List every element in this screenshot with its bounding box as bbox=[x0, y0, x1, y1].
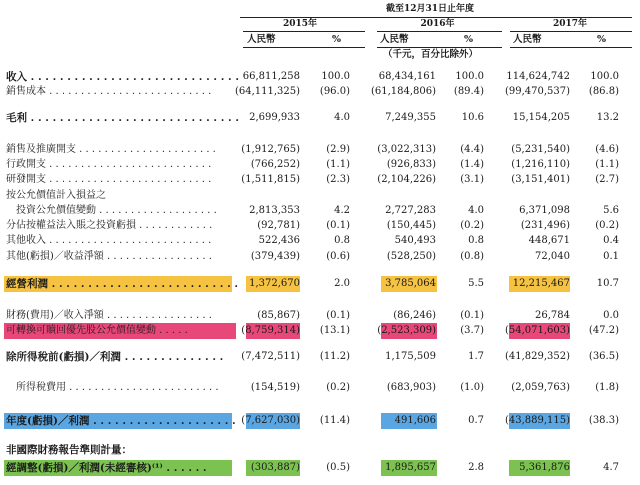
statement-row bbox=[0, 443, 640, 457]
value-pct-2017: (4.6) bbox=[595, 144, 619, 155]
value-pct-2015: (1.1) bbox=[326, 159, 350, 170]
value-pct-2015: 100.0 bbox=[321, 71, 350, 82]
value-amt-2016: (926,833) bbox=[386, 159, 436, 170]
value-pct-2016: (3.7) bbox=[460, 325, 484, 336]
value-pct-2017: (38.3) bbox=[588, 415, 619, 426]
statement-row bbox=[0, 204, 640, 218]
value-pct-2017: (0.2) bbox=[595, 220, 619, 231]
value-amt-2017: (99,470,537) bbox=[504, 86, 570, 97]
value-amt-2015: (64,111,325) bbox=[234, 86, 300, 97]
value-amt-2016: (150,445) bbox=[386, 220, 436, 231]
value-pct-2015: (96.0) bbox=[319, 86, 350, 97]
value-amt-2016: (2,523,309) bbox=[377, 325, 436, 336]
value-amt-2015: (92,781) bbox=[257, 220, 300, 231]
value-amt-2017: 114,624,742 bbox=[506, 71, 570, 82]
value-pct-2017: 0.1 bbox=[603, 251, 619, 262]
sub-rule-2015 bbox=[243, 47, 365, 48]
value-pct-2016: 2.8 bbox=[468, 462, 484, 473]
value-amt-2016: 491,606 bbox=[394, 415, 436, 426]
year-rule-2017 bbox=[510, 31, 632, 32]
value-amt-2017: (3,151,401) bbox=[511, 174, 570, 185]
value-amt-2015: (154,519) bbox=[250, 382, 300, 393]
value-amt-2017: (5,231,540) bbox=[511, 144, 570, 155]
percent-2015: % bbox=[332, 34, 342, 45]
value-amt-2015: (1,912,765) bbox=[241, 144, 300, 155]
value-pct-2015: (13.1) bbox=[319, 325, 350, 336]
value-amt-2016: 2,727,283 bbox=[385, 205, 436, 216]
value-pct-2017: 13.2 bbox=[596, 112, 619, 123]
value-pct-2015: (0.1) bbox=[326, 220, 350, 231]
row-label: 行政開支 . . . . . . . . . . . . . . . . . . . . . . . . . . bbox=[6, 159, 212, 170]
value-amt-2015: (7,472,511) bbox=[241, 351, 300, 362]
statement-row bbox=[0, 350, 640, 364]
row-label: 分佔按權益法入賬之投資虧損 . . . . . . . . . . . . bbox=[6, 220, 213, 231]
value-pct-2016: (0.1) bbox=[460, 310, 484, 321]
value-amt-2015: (8,759,314) bbox=[241, 325, 300, 336]
currency-2015: 人民幣 bbox=[247, 34, 276, 45]
value-pct-2015: (0.1) bbox=[326, 310, 350, 321]
row-label: 非國際財務報告準則計量： bbox=[6, 444, 132, 456]
year-rule-2015 bbox=[243, 31, 365, 32]
value-pct-2017: 5.6 bbox=[603, 205, 619, 216]
value-pct-2016: (0.8) bbox=[460, 251, 484, 262]
sub-rule-2016 bbox=[377, 47, 502, 48]
value-pct-2015: (2.9) bbox=[326, 144, 350, 155]
value-amt-2016: 540,493 bbox=[394, 235, 436, 246]
value-amt-2017: (43,889,115) bbox=[504, 415, 570, 426]
value-amt-2017: 448,671 bbox=[528, 235, 570, 246]
value-amt-2016: (3,022,313) bbox=[377, 144, 436, 155]
value-amt-2017: (231,496) bbox=[520, 220, 570, 231]
value-amt-2016: 1,895,657 bbox=[385, 462, 436, 473]
value-pct-2016: 5.5 bbox=[468, 278, 484, 289]
value-pct-2016: 10.6 bbox=[461, 112, 484, 123]
statement-row bbox=[0, 158, 640, 172]
value-pct-2015: (0.2) bbox=[326, 382, 350, 393]
value-amt-2015: 66,811,258 bbox=[242, 71, 300, 82]
value-pct-2015: (11.2) bbox=[319, 351, 350, 362]
value-amt-2016: 68,434,161 bbox=[378, 71, 436, 82]
row-label: 按公允價值計入損益之 bbox=[6, 190, 106, 201]
statement-row bbox=[0, 173, 640, 187]
unit-note: （千元，百分比除外） bbox=[383, 49, 479, 60]
statement-row bbox=[0, 324, 640, 338]
value-pct-2016: (1.4) bbox=[460, 159, 484, 170]
value-pct-2017: 0.0 bbox=[603, 310, 619, 321]
row-label: 研發開支 . . . . . . . . . . . . . . . . . . . . . . . . . . bbox=[6, 174, 212, 185]
sub-rule-2017 bbox=[510, 47, 632, 48]
value-pct-2016: (1.0) bbox=[460, 382, 484, 393]
statement-row bbox=[0, 234, 640, 248]
value-pct-2016: (0.2) bbox=[460, 220, 484, 231]
year-2015: 2015年 bbox=[282, 19, 318, 29]
value-amt-2015: 1,372,670 bbox=[249, 278, 300, 289]
value-amt-2015: 2,699,933 bbox=[249, 112, 300, 123]
currency-2017: 人民幣 bbox=[513, 34, 542, 45]
value-pct-2017: (1.1) bbox=[595, 159, 619, 170]
row-label: 除所得稅前(虧損)／利潤 . . . . . . . . . . . . . . bbox=[6, 351, 224, 363]
row-label: 年度(虧損)／利潤 . . . . . . . . . . . . . . . . . . . . bbox=[6, 415, 236, 427]
row-label: 銷售及推廣開支 . . . . . . . . . . . . . . . . . . . . . . bbox=[6, 144, 216, 155]
statement-row bbox=[0, 70, 640, 84]
value-pct-2016: 0.8 bbox=[468, 235, 484, 246]
percent-2017: % bbox=[597, 34, 607, 45]
value-amt-2016: (61,184,806) bbox=[370, 86, 436, 97]
value-amt-2015: (766,252) bbox=[250, 159, 300, 170]
value-amt-2017: 26,784 bbox=[535, 310, 570, 321]
value-pct-2015: 0.8 bbox=[334, 235, 350, 246]
statement-row bbox=[0, 309, 640, 323]
value-pct-2015: (11.4) bbox=[319, 415, 350, 426]
statement-row bbox=[0, 219, 640, 233]
value-pct-2017: (86.8) bbox=[588, 86, 619, 97]
value-amt-2015: (7,627,030) bbox=[241, 415, 300, 426]
value-amt-2017: 15,154,205 bbox=[512, 112, 570, 123]
value-pct-2015: 2.0 bbox=[334, 278, 350, 289]
statement-row bbox=[0, 381, 640, 395]
value-amt-2017: 5,361,876 bbox=[519, 462, 570, 473]
percent-2016: % bbox=[464, 34, 474, 45]
value-pct-2016: 100.0 bbox=[455, 71, 484, 82]
period-header: 截至12月31日止年度 bbox=[385, 4, 475, 14]
value-amt-2016: 3,785,064 bbox=[385, 278, 436, 289]
value-amt-2017: (1,216,110) bbox=[511, 159, 570, 170]
statement-row bbox=[0, 143, 640, 157]
value-amt-2016: (2,104,226) bbox=[377, 174, 436, 185]
value-amt-2015: (379,439) bbox=[250, 251, 300, 262]
row-label: 其他收入 . . . . . . . . . . . . . . . . . . . . . . . . . . bbox=[6, 235, 212, 246]
row-label: 收入 . . . . . . . . . . . . . . . . . . . . . . . . . . . . . bbox=[6, 71, 240, 83]
value-pct-2017: 4.7 bbox=[603, 462, 619, 473]
value-amt-2017: 6,371,098 bbox=[519, 205, 570, 216]
year-2017: 2017年 bbox=[552, 19, 588, 29]
value-amt-2016: (683,903) bbox=[386, 382, 436, 393]
row-label: 其他(虧損)／收益淨額 . . . . . . . . . . . . . . . . . bbox=[6, 251, 212, 262]
value-pct-2015: (0.6) bbox=[326, 251, 350, 262]
row-label: 投資公允價值變動 . . . . . . . . . . . . . . . . . . . bbox=[6, 205, 217, 216]
row-label: 所得稅費用 . . . . . . . . . . . . . . . . . . . . . . . . bbox=[6, 382, 219, 393]
statement-row bbox=[0, 85, 640, 99]
value-pct-2016: 4.0 bbox=[468, 205, 484, 216]
value-pct-2015: 4.0 bbox=[334, 112, 350, 123]
value-pct-2016: 1.7 bbox=[468, 351, 484, 362]
value-pct-2017: (36.5) bbox=[588, 351, 619, 362]
row-label: 可轉換可贖回優先股公允價值變動 . . . . . bbox=[6, 325, 188, 336]
period-rule bbox=[240, 17, 632, 18]
statement-row bbox=[0, 414, 640, 428]
value-amt-2017: (41,829,352) bbox=[504, 351, 570, 362]
value-pct-2016: (89.4) bbox=[453, 86, 484, 97]
statement-row bbox=[0, 189, 640, 203]
value-amt-2016: 7,249,355 bbox=[385, 112, 436, 123]
value-pct-2015: 4.2 bbox=[334, 205, 350, 216]
value-pct-2016: (4.4) bbox=[460, 144, 484, 155]
value-amt-2015: (85,867) bbox=[257, 310, 300, 321]
value-pct-2017: 100.0 bbox=[590, 71, 619, 82]
value-amt-2015: 522,436 bbox=[258, 235, 300, 246]
value-pct-2017: (47.2) bbox=[588, 325, 619, 336]
value-pct-2015: (0.5) bbox=[326, 462, 350, 473]
statement-row bbox=[0, 250, 640, 264]
value-amt-2016: (86,246) bbox=[393, 310, 436, 321]
value-pct-2017: 0.4 bbox=[603, 235, 619, 246]
row-label: 經調整(虧損)／利潤(未經審核)⁽¹⁾ . . . . . . bbox=[6, 462, 207, 474]
value-pct-2017: (1.8) bbox=[595, 382, 619, 393]
value-amt-2016: 1,175,509 bbox=[385, 351, 436, 362]
currency-2016: 人民幣 bbox=[380, 34, 409, 45]
value-amt-2015: (1,511,815) bbox=[241, 174, 300, 185]
year-2016: 2016年 bbox=[420, 19, 455, 29]
statement-row bbox=[0, 111, 640, 125]
year-rule-2016 bbox=[377, 31, 502, 32]
value-pct-2016: 0.7 bbox=[468, 415, 484, 426]
value-pct-2017: (2.7) bbox=[595, 174, 619, 185]
row-label: 經營利潤 . . . . . . . . . . . . . . . . . . . . . . . . . . bbox=[6, 278, 239, 290]
value-amt-2017: (2,059,763) bbox=[511, 382, 570, 393]
row-label: 銷售成本 . . . . . . . . . . . . . . . . . . . . . . . . . . bbox=[6, 86, 212, 97]
value-pct-2015: (2.3) bbox=[326, 174, 350, 185]
value-pct-2016: (3.1) bbox=[460, 174, 484, 185]
statement-row bbox=[0, 461, 640, 475]
value-pct-2017: 10.7 bbox=[596, 278, 619, 289]
value-amt-2016: (528,250) bbox=[386, 251, 436, 262]
row-label: 毛利 . . . . . . . . . . . . . . . . . . . . . . . . . . . . . bbox=[6, 112, 240, 124]
value-amt-2015: (303,887) bbox=[250, 462, 300, 473]
statement-row bbox=[0, 277, 640, 291]
value-amt-2017: 12,215,467 bbox=[512, 278, 570, 289]
row-label: 財務(費用)／收入淨額 . . . . . . . . . . . . . . . . . bbox=[6, 310, 212, 321]
value-amt-2015: 2,813,353 bbox=[249, 205, 300, 216]
value-amt-2017: (54,071,603) bbox=[504, 325, 570, 336]
value-amt-2017: 72,040 bbox=[535, 251, 570, 262]
